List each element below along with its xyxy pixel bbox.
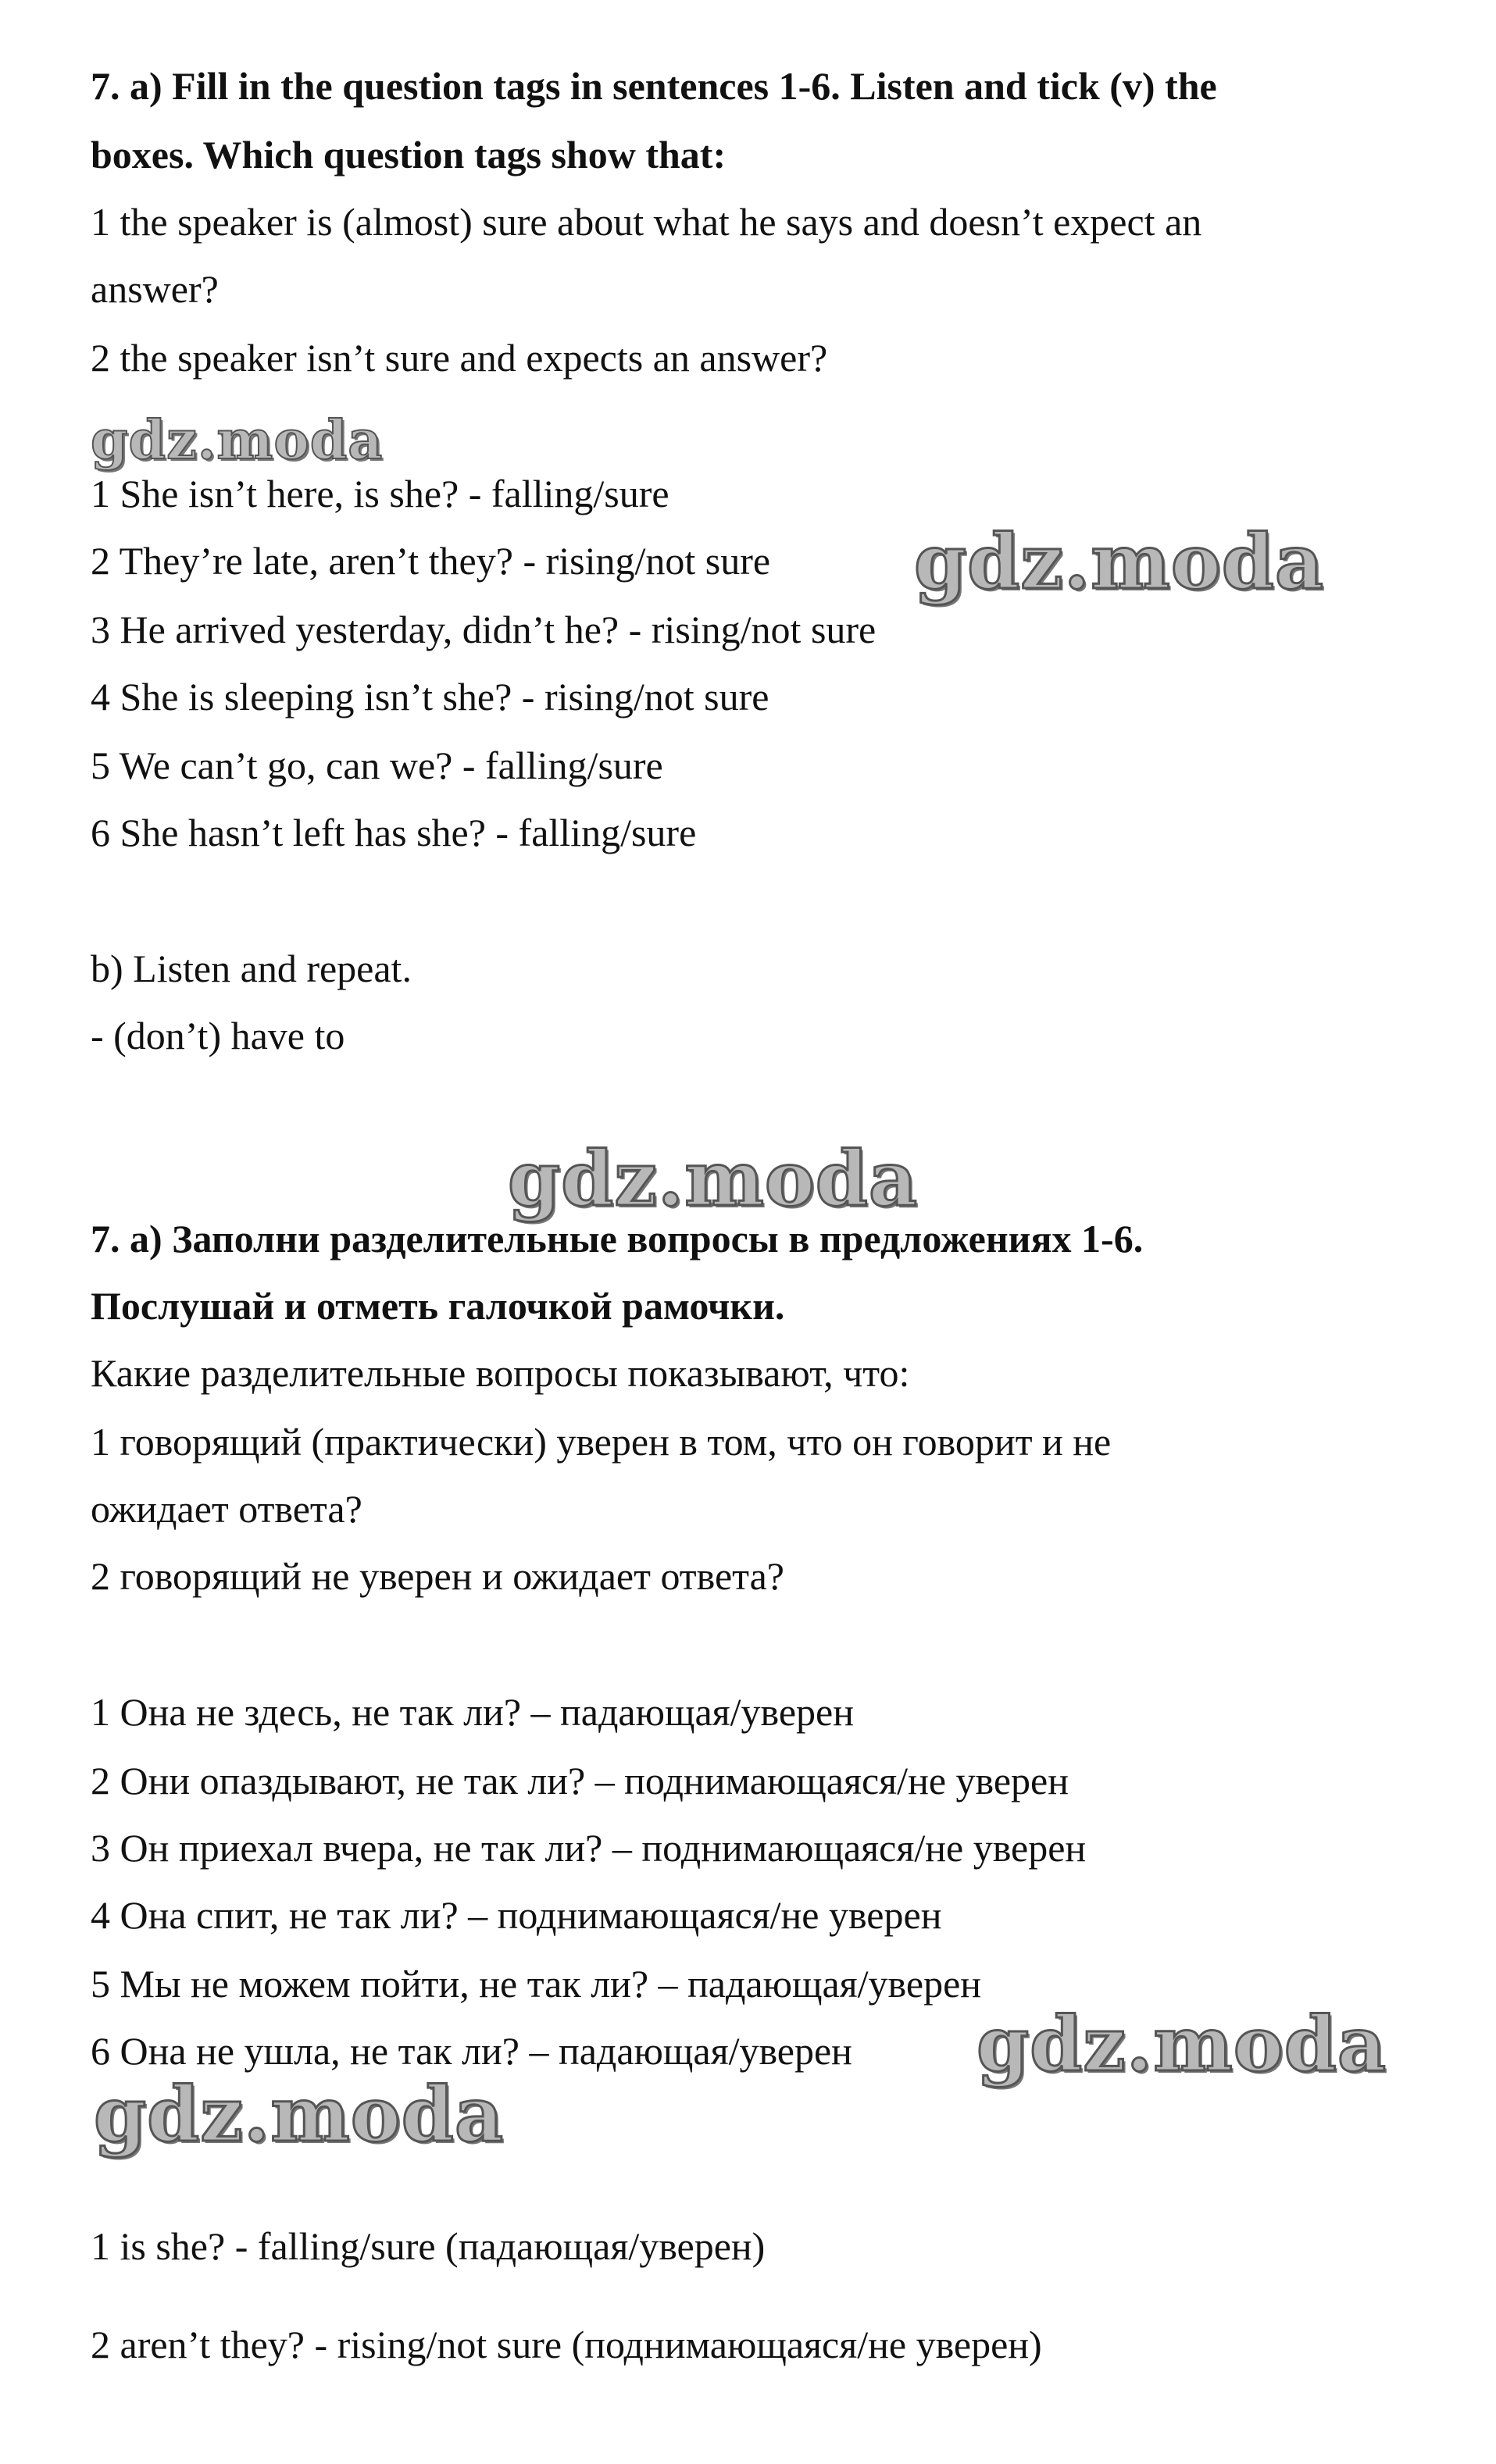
russian-criteria2: 2 говорящий не уверен и ожидает ответа? <box>91 1554 784 1598</box>
english-heading-line1: 7. a) Fill in the question tags in sentences 1-6. Listen and tick (v) the <box>91 64 1217 108</box>
english-criteria2: 2 the speaker isn’t sure and expects an answer? <box>91 336 828 380</box>
answer-line: 1 is she? - falling/sure (падающая/уверен) <box>91 2224 766 2268</box>
answer-line: 2 aren’t they? - rising/not sure (поднимающаяся/не уверен) <box>91 2323 1042 2366</box>
english-criteria1-line2: answer? <box>91 267 219 311</box>
russian-sentence: 2 Они опаздывают, не так ли? – поднимающаяся/не уверен <box>91 1759 1069 1803</box>
watermark: gdz.moda <box>977 2000 1387 2088</box>
russian-question: Какие разделительные вопросы показывают, что: <box>91 1351 910 1395</box>
russian-sentence: 3 Он приехал вчера, не так ли? – поднимающаяся/не уверен <box>91 1826 1087 1870</box>
russian-sentence: 1 Она не здесь, не так ли? – падающая/уверен <box>91 1690 855 1734</box>
russian-sentence: 6 Она не ушла, не так ли? – падающая/уверен <box>91 2029 852 2073</box>
russian-heading-line1: 7. a) Заполни разделительные вопросы в предложениях 1-6. <box>91 1217 1144 1261</box>
english-part-b-item: - (don’t) have to <box>91 1014 345 1057</box>
russian-heading-line2: Послушай и отметь галочкой рамочки. <box>91 1284 785 1328</box>
russian-sentence: 4 Она спит, не так ли? – поднимающаяся/не уверен <box>91 1893 942 1937</box>
english-heading-line2: boxes. Which question tags show that: <box>91 133 727 177</box>
watermark: gdz.moda <box>508 1135 919 1223</box>
english-sentence: 6 She hasn’t left has she? - falling/sure <box>91 811 697 854</box>
english-sentence: 1 She isn’t here, is she? - falling/sure <box>91 472 669 515</box>
english-sentence: 3 He arrived yesterday, didn’t he? - rising/not sure <box>91 608 877 651</box>
russian-criteria1-line2: ожидает ответа? <box>91 1487 362 1531</box>
watermark: gdz.moda <box>914 518 1325 606</box>
english-sentence: 4 She is sleeping isn’t she? - rising/not sure <box>91 675 769 719</box>
english-sentence: 5 We can’t go, can we? - falling/sure <box>91 743 663 787</box>
english-criteria1-line1: 1 the speaker is (almost) sure about what he says and doesn’t expect an <box>91 200 1202 244</box>
watermark: gdz.moda <box>91 409 384 472</box>
english-part-b: b) Listen and repeat. <box>91 947 412 990</box>
russian-sentence: 5 Мы не можем пойти, не так ли? – падающая/уверен <box>91 1962 982 2006</box>
english-sentence: 2 They’re late, aren’t they? - rising/not sure <box>91 539 771 583</box>
russian-criteria1-line1: 1 говорящий (практически) уверен в том, что он говорит и не <box>91 1420 1112 1464</box>
watermark: gdz.moda <box>94 2070 505 2159</box>
